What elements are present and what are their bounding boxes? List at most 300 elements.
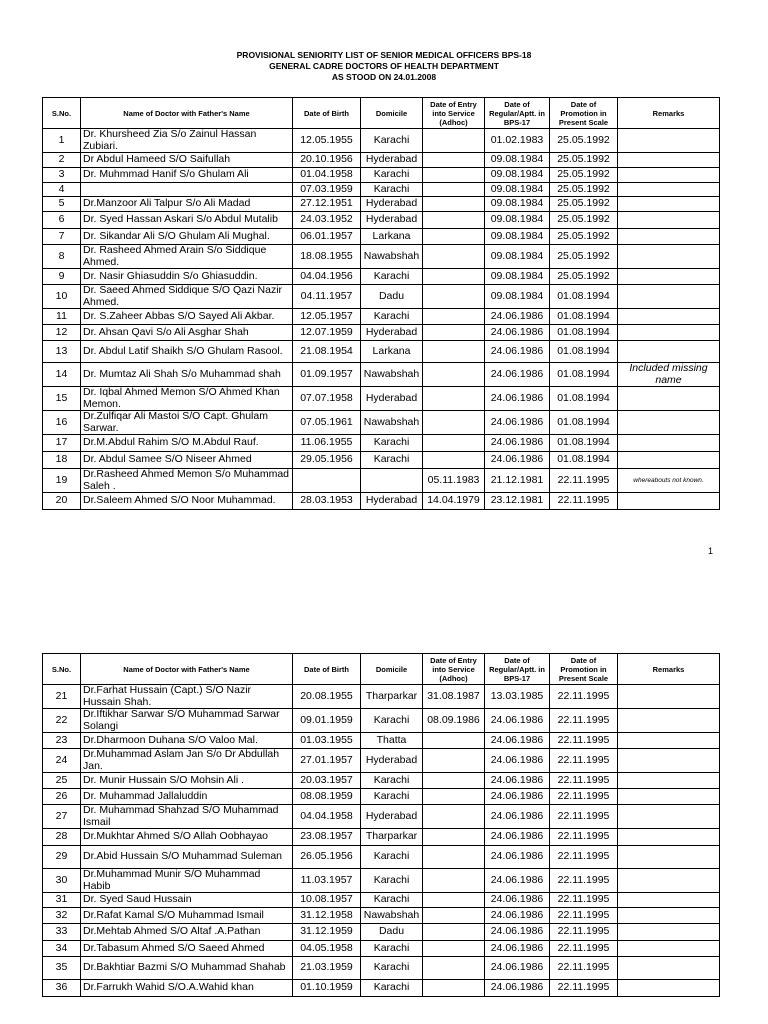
cell-domicile: Nawabshah (361, 363, 423, 387)
cell-regular: 23.12.1981 (485, 493, 550, 510)
cell-regular: 24.06.1986 (485, 957, 550, 980)
cell-dob: 18.08.1955 (293, 245, 361, 269)
cell-domicile (361, 469, 423, 493)
cell-sno: 9 (43, 269, 81, 285)
cell-sno: 3 (43, 168, 81, 183)
cell-promotion: 25.05.1992 (550, 245, 618, 269)
cell-domicile: Karachi (361, 773, 423, 789)
table-row (43, 341, 720, 363)
cell-remarks (618, 846, 720, 869)
cell-promotion: 01.08.1994 (550, 285, 618, 309)
cell-regular: 24.06.1986 (485, 893, 550, 908)
cell-promotion: 22.11.1995 (550, 957, 618, 980)
cell-domicile: Tharparkar (361, 829, 423, 846)
cell-name: Dr.Farhat Hussain (Capt.) S/O Nazir Hussain Shah. (81, 685, 293, 709)
cell-domicile: Thatta (361, 733, 423, 749)
cell-dob: 31.12.1959 (293, 924, 361, 941)
cell-remarks (618, 153, 720, 168)
cell-entry (423, 363, 485, 387)
cell-entry (423, 789, 485, 805)
cell-entry (423, 309, 485, 325)
cell-remarks (618, 789, 720, 805)
cell-regular: 09.08.1984 (485, 153, 550, 168)
table-row (43, 957, 720, 980)
cell-sno: 11 (43, 309, 81, 325)
cell-sno: 8 (43, 245, 81, 269)
cell-entry (423, 153, 485, 168)
table-row (43, 245, 720, 269)
cell-regular: 24.06.1986 (485, 733, 550, 749)
table-row (43, 197, 720, 212)
cell-regular: 09.08.1984 (485, 183, 550, 197)
cell-regular: 24.06.1986 (485, 709, 550, 733)
cell-regular: 24.06.1986 (485, 309, 550, 325)
cell-sno: 6 (43, 212, 81, 229)
cell-promotion: 01.08.1994 (550, 452, 618, 469)
cell-sno: 5 (43, 197, 81, 212)
cell-name: Dr. Nasir Ghiasuddin S/o Ghiasuddin. (81, 269, 293, 285)
cell-domicile: Nawabshah (361, 411, 423, 435)
cell-sno: 13 (43, 341, 81, 363)
cell-dob: 28.03.1953 (293, 493, 361, 510)
list-date: AS STOOD ON 24.01.2008 (331, 72, 437, 82)
table-row (43, 789, 720, 805)
table-row (43, 309, 720, 325)
header-name: Name of Doctor with Father's Name (81, 98, 293, 129)
cell-promotion: 22.11.1995 (550, 789, 618, 805)
cell-sno: 2 (43, 153, 81, 168)
cell-domicile: Karachi (361, 893, 423, 908)
header-remarks: Remarks (618, 98, 720, 129)
table-row (43, 980, 720, 997)
cell-domicile: Karachi (361, 269, 423, 285)
cell-entry (423, 733, 485, 749)
cell-regular: 24.06.1986 (485, 846, 550, 869)
cell-name: Dr. Muhmmad Hanif S/o Ghulam Ali (81, 168, 293, 183)
table-row (43, 153, 720, 168)
cell-dob: 01.04.1958 (293, 168, 361, 183)
cell-entry (423, 229, 485, 245)
table-row (43, 269, 720, 285)
cell-promotion: 22.11.1995 (550, 805, 618, 829)
cell-sno: 17 (43, 435, 81, 452)
cell-entry (423, 285, 485, 309)
cell-sno: 12 (43, 325, 81, 341)
cell-remarks (618, 869, 720, 893)
cell-sno: 32 (43, 908, 81, 924)
cell-sno: 36 (43, 980, 81, 997)
cell-promotion: 01.08.1994 (550, 387, 618, 411)
header-promotion: Date of Promotion in Present Scale (550, 98, 618, 129)
cell-entry: 05.11.1983 (423, 469, 485, 493)
table-row (43, 387, 720, 411)
cell-entry (423, 435, 485, 452)
page-number: 1 (708, 546, 714, 556)
header-domicile: Domicile (361, 654, 423, 685)
header-dob: Date of Birth (293, 654, 361, 685)
cell-sno: 23 (43, 733, 81, 749)
cell-name: Dr. Saeed Ahmed Siddique S/O Qazi Nazir Ahmed. (81, 285, 293, 309)
cell-promotion: 01.08.1994 (550, 411, 618, 435)
cell-regular: 09.08.1984 (485, 269, 550, 285)
table-row (43, 733, 720, 749)
cell-name: Dr.Manzoor Ali Talpur S/o Ali Madad (81, 197, 293, 212)
cell-domicile: Hyderabad (361, 153, 423, 168)
cell-entry (423, 387, 485, 411)
cell-name: Dr. Abdul Latif Shaikh S/O Ghulam Rasool. (81, 341, 293, 363)
cell-name: Dr. Khursheed Zia S/o Zainul Hassan Zubiari. (81, 129, 293, 153)
table-row (43, 685, 720, 709)
cell-remarks: whereabouts not known. (618, 469, 720, 493)
cell-dob: 01.09.1957 (293, 363, 361, 387)
cell-regular: 24.06.1986 (485, 411, 550, 435)
cell-dob: 11.06.1955 (293, 435, 361, 452)
cell-domicile: Hyderabad (361, 749, 423, 773)
list-subtitle: GENERAL CADRE DOCTORS OF HEALTH DEPARTMENT (269, 61, 499, 71)
cell-promotion: 22.11.1995 (550, 980, 618, 997)
cell-sno: 34 (43, 941, 81, 957)
cell-name: Dr.M.Abdul Rahim S/O M.Abdul Rauf. (81, 435, 293, 452)
cell-sno: 4 (43, 183, 81, 197)
cell-name: Dr.Bakhtiar Bazmi S/O Muhammad Shahab (81, 957, 293, 980)
cell-remarks (618, 733, 720, 749)
cell-dob: 04.05.1958 (293, 941, 361, 957)
cell-name: Dr. Rasheed Ahmed Arain S/o Siddique Ahmed. (81, 245, 293, 269)
cell-dob: 20.08.1955 (293, 685, 361, 709)
cell-regular: 24.06.1986 (485, 749, 550, 773)
cell-promotion: 22.11.1995 (550, 908, 618, 924)
cell-entry (423, 245, 485, 269)
table-row (43, 212, 720, 229)
cell-entry (423, 773, 485, 789)
cell-name: Dr.Zulfiqar Ali Mastoi S/O Capt. Ghulam Sarwar. (81, 411, 293, 435)
table-row (43, 168, 720, 183)
cell-promotion: 25.05.1992 (550, 168, 618, 183)
cell-remarks (618, 924, 720, 941)
cell-dob: 06.01.1957 (293, 229, 361, 245)
cell-name: Dr.Iftikhar Sarwar S/O Muhammad Sarwar Solangi (81, 709, 293, 733)
cell-regular: 24.06.1986 (485, 908, 550, 924)
cell-domicile: Karachi (361, 846, 423, 869)
table-row (43, 846, 720, 869)
cell-entry (423, 908, 485, 924)
cell-domicile: Karachi (361, 129, 423, 153)
cell-domicile: Nawabshah (361, 908, 423, 924)
cell-entry (423, 411, 485, 435)
cell-entry (423, 341, 485, 363)
cell-remarks (618, 183, 720, 197)
cell-promotion: 22.11.1995 (550, 685, 618, 709)
cell-sno: 30 (43, 869, 81, 893)
cell-name (81, 183, 293, 197)
header-entry: Date of Entry into Service (Adhoc) (423, 98, 485, 129)
cell-remarks (618, 941, 720, 957)
cell-regular: 09.08.1984 (485, 229, 550, 245)
cell-promotion: 01.08.1994 (550, 341, 618, 363)
cell-entry: 31.08.1987 (423, 685, 485, 709)
cell-domicile: Dadu (361, 285, 423, 309)
cell-regular: 09.08.1984 (485, 197, 550, 212)
table-row (43, 869, 720, 893)
cell-regular: 09.08.1984 (485, 285, 550, 309)
cell-regular: 24.06.1986 (485, 435, 550, 452)
header-sno: S.No. (43, 98, 81, 129)
cell-dob: 24.03.1952 (293, 212, 361, 229)
cell-remarks (618, 749, 720, 773)
cell-name: Dr. Muhammad Shahzad S/O Muhammad Ismail (81, 805, 293, 829)
cell-domicile: Hyderabad (361, 325, 423, 341)
cell-dob: 04.04.1958 (293, 805, 361, 829)
cell-promotion: 22.11.1995 (550, 733, 618, 749)
cell-dob: 26.05.1956 (293, 846, 361, 869)
cell-domicile: Dadu (361, 924, 423, 941)
cell-dob: 12.05.1955 (293, 129, 361, 153)
cell-promotion: 22.11.1995 (550, 493, 618, 510)
cell-remarks (618, 435, 720, 452)
table-row (43, 129, 720, 153)
cell-entry (423, 957, 485, 980)
table-row (43, 285, 720, 309)
cell-dob: 20.03.1957 (293, 773, 361, 789)
cell-entry (423, 980, 485, 997)
cell-promotion: 22.11.1995 (550, 773, 618, 789)
cell-domicile: Hyderabad (361, 212, 423, 229)
cell-dob: 09.01.1959 (293, 709, 361, 733)
cell-sno: 29 (43, 846, 81, 869)
cell-sno: 25 (43, 773, 81, 789)
cell-name: Dr.Dharmoon Duhana S/O Valoo Mal. (81, 733, 293, 749)
cell-remarks (618, 197, 720, 212)
table-row (43, 183, 720, 197)
cell-remarks (618, 829, 720, 846)
table-row (43, 829, 720, 846)
table-row (43, 325, 720, 341)
cell-dob: 07.03.1959 (293, 183, 361, 197)
cell-entry: 14.04.1979 (423, 493, 485, 510)
cell-regular: 09.08.1984 (485, 168, 550, 183)
cell-promotion: 25.05.1992 (550, 129, 618, 153)
cell-domicile: Karachi (361, 435, 423, 452)
cell-remarks (618, 269, 720, 285)
cell-remarks (618, 957, 720, 980)
cell-entry (423, 941, 485, 957)
cell-domicile: Karachi (361, 309, 423, 325)
cell-remarks (618, 980, 720, 997)
cell-entry (423, 212, 485, 229)
cell-dob: 29.05.1956 (293, 452, 361, 469)
cell-sno: 26 (43, 789, 81, 805)
cell-promotion: 22.11.1995 (550, 893, 618, 908)
cell-sno: 24 (43, 749, 81, 773)
cell-domicile: Karachi (361, 869, 423, 893)
cell-name: Dr.Abid Hussain S/O Muhammad Suleman (81, 846, 293, 869)
cell-name: Dr.Mukhtar Ahmed S/O Allah Oobhayao (81, 829, 293, 846)
cell-dob: 21.08.1954 (293, 341, 361, 363)
cell-entry (423, 846, 485, 869)
cell-regular: 24.06.1986 (485, 387, 550, 411)
cell-dob: 31.12.1958 (293, 908, 361, 924)
cell-entry (423, 197, 485, 212)
cell-sno: 7 (43, 229, 81, 245)
cell-remarks (618, 285, 720, 309)
seniority-table-page-2 (42, 653, 720, 997)
cell-remarks (618, 245, 720, 269)
cell-dob: 01.10.1959 (293, 980, 361, 997)
cell-domicile: Karachi (361, 168, 423, 183)
cell-promotion: 22.11.1995 (550, 869, 618, 893)
table-row (43, 229, 720, 245)
cell-regular: 24.06.1986 (485, 452, 550, 469)
cell-regular: 24.06.1986 (485, 829, 550, 846)
cell-domicile: Karachi (361, 941, 423, 957)
cell-remarks (618, 229, 720, 245)
cell-domicile: Larkana (361, 341, 423, 363)
cell-sno: 20 (43, 493, 81, 510)
cell-entry (423, 269, 485, 285)
header-domicile: Domicile (361, 98, 423, 129)
table-row (43, 411, 720, 435)
cell-name: Dr. Muhammad Jallaluddin (81, 789, 293, 805)
cell-domicile: Hyderabad (361, 197, 423, 212)
table-row (43, 493, 720, 510)
cell-domicile: Hyderabad (361, 493, 423, 510)
cell-regular: 24.06.1986 (485, 325, 550, 341)
header-sno: S.No. (43, 654, 81, 685)
cell-remarks (618, 387, 720, 411)
cell-domicile: Karachi (361, 957, 423, 980)
cell-promotion: 01.08.1994 (550, 325, 618, 341)
header-dob: Date of Birth (293, 98, 361, 129)
cell-dob: 04.11.1957 (293, 285, 361, 309)
cell-promotion: 22.11.1995 (550, 924, 618, 941)
cell-entry (423, 869, 485, 893)
cell-sno: 16 (43, 411, 81, 435)
cell-name: Dr. Syed Saud Hussain (81, 893, 293, 908)
table-row (43, 749, 720, 773)
cell-entry (423, 183, 485, 197)
cell-remarks (618, 168, 720, 183)
header-name: Name of Doctor with Father's Name (81, 654, 293, 685)
cell-dob: 04.04.1956 (293, 269, 361, 285)
cell-dob: 07.07.1958 (293, 387, 361, 411)
table-row (43, 435, 720, 452)
cell-domicile: Karachi (361, 709, 423, 733)
cell-sno: 33 (43, 924, 81, 941)
cell-name: Dr. Abdul Samee S/O Niseer Ahmed (81, 452, 293, 469)
table-row (43, 941, 720, 957)
cell-dob: 21.03.1959 (293, 957, 361, 980)
cell-promotion: 22.11.1995 (550, 749, 618, 773)
cell-regular: 24.06.1986 (485, 941, 550, 957)
cell-name: Dr.Rafat Kamal S/O Muhammad Ismail (81, 908, 293, 924)
cell-regular: 13.03.1985 (485, 685, 550, 709)
cell-promotion: 25.05.1992 (550, 197, 618, 212)
header-regular: Date of Regular/Aptt. in BPS-17 (485, 654, 550, 685)
cell-entry (423, 893, 485, 908)
cell-promotion: 25.05.1992 (550, 212, 618, 229)
cell-name: Dr. Mumtaz Ali Shah S/o Muhammad shah (81, 363, 293, 387)
cell-promotion: 22.11.1995 (550, 469, 618, 493)
cell-regular: 01.02.1983 (485, 129, 550, 153)
cell-domicile: Nawabshah (361, 245, 423, 269)
cell-name: Dr. S.Zaheer Abbas S/O Sayed Ali Akbar. (81, 309, 293, 325)
header-promotion: Date of Promotion in Present Scale (550, 654, 618, 685)
cell-sno: 15 (43, 387, 81, 411)
cell-remarks (618, 129, 720, 153)
cell-dob: 12.05.1957 (293, 309, 361, 325)
cell-name: Dr.Mehtab Ahmed S/O Altaf .A.Pathan (81, 924, 293, 941)
cell-dob: 27.12.1951 (293, 197, 361, 212)
table-row (43, 452, 720, 469)
cell-domicile: Karachi (361, 452, 423, 469)
cell-regular: 24.06.1986 (485, 363, 550, 387)
cell-remarks (618, 411, 720, 435)
cell-entry (423, 829, 485, 846)
header-remarks: Remarks (618, 654, 720, 685)
cell-promotion: 01.08.1994 (550, 363, 618, 387)
cell-dob: 08.08.1959 (293, 789, 361, 805)
cell-name: Dr.Tabasum Ahmed S/O Saeed Ahmed (81, 941, 293, 957)
cell-sno: 19 (43, 469, 81, 493)
cell-promotion: 22.11.1995 (550, 846, 618, 869)
cell-name: Dr.Muhammad Munir S/O Muhammad Habib (81, 869, 293, 893)
cell-regular: 09.08.1984 (485, 245, 550, 269)
cell-dob: 11.03.1957 (293, 869, 361, 893)
table-row (43, 709, 720, 733)
cell-name: Dr.Farrukh Wahid S/O.A.Wahid khan (81, 980, 293, 997)
cell-regular: 24.06.1986 (485, 789, 550, 805)
header-entry: Date of Entry into Service (Adhoc) (423, 654, 485, 685)
cell-entry (423, 168, 485, 183)
cell-promotion: 25.05.1992 (550, 153, 618, 168)
cell-dob: 27.01.1957 (293, 749, 361, 773)
table-row (43, 773, 720, 789)
seniority-table-page-1 (42, 97, 720, 510)
cell-domicile: Karachi (361, 980, 423, 997)
cell-sno: 18 (43, 452, 81, 469)
cell-name: Dr. Munir Hussain S/O Mohsin Ali . (81, 773, 293, 789)
cell-sno: 27 (43, 805, 81, 829)
cell-remarks (618, 212, 720, 229)
cell-promotion: 01.08.1994 (550, 309, 618, 325)
table-row (43, 363, 720, 387)
cell-sno: 22 (43, 709, 81, 733)
cell-promotion: 25.05.1992 (550, 229, 618, 245)
cell-promotion: 25.05.1992 (550, 183, 618, 197)
cell-regular: 24.06.1986 (485, 924, 550, 941)
cell-dob: 20.10.1956 (293, 153, 361, 168)
cell-regular: 24.06.1986 (485, 341, 550, 363)
cell-promotion: 22.11.1995 (550, 941, 618, 957)
cell-remarks (618, 805, 720, 829)
cell-dob: 10.08.1957 (293, 893, 361, 908)
cell-remarks (618, 325, 720, 341)
cell-name: Dr.Muhammad Aslam Jan S/o Dr Abdullah Jan. (81, 749, 293, 773)
cell-regular: 24.06.1986 (485, 869, 550, 893)
cell-dob: 23.08.1957 (293, 829, 361, 846)
cell-remarks (618, 493, 720, 510)
cell-sno: 21 (43, 685, 81, 709)
cell-name: Dr. Ahsan Qavi S/o Ali Asghar Shah (81, 325, 293, 341)
cell-regular: 24.06.1986 (485, 773, 550, 789)
cell-regular: 09.08.1984 (485, 212, 550, 229)
table-row (43, 908, 720, 924)
table-row (43, 893, 720, 908)
cell-sno: 35 (43, 957, 81, 980)
cell-domicile: Karachi (361, 183, 423, 197)
cell-remarks (618, 908, 720, 924)
list-title: PROVISIONAL SENIORITY LIST OF SENIOR MEDICAL OFFICERS BPS-18 (236, 50, 532, 60)
